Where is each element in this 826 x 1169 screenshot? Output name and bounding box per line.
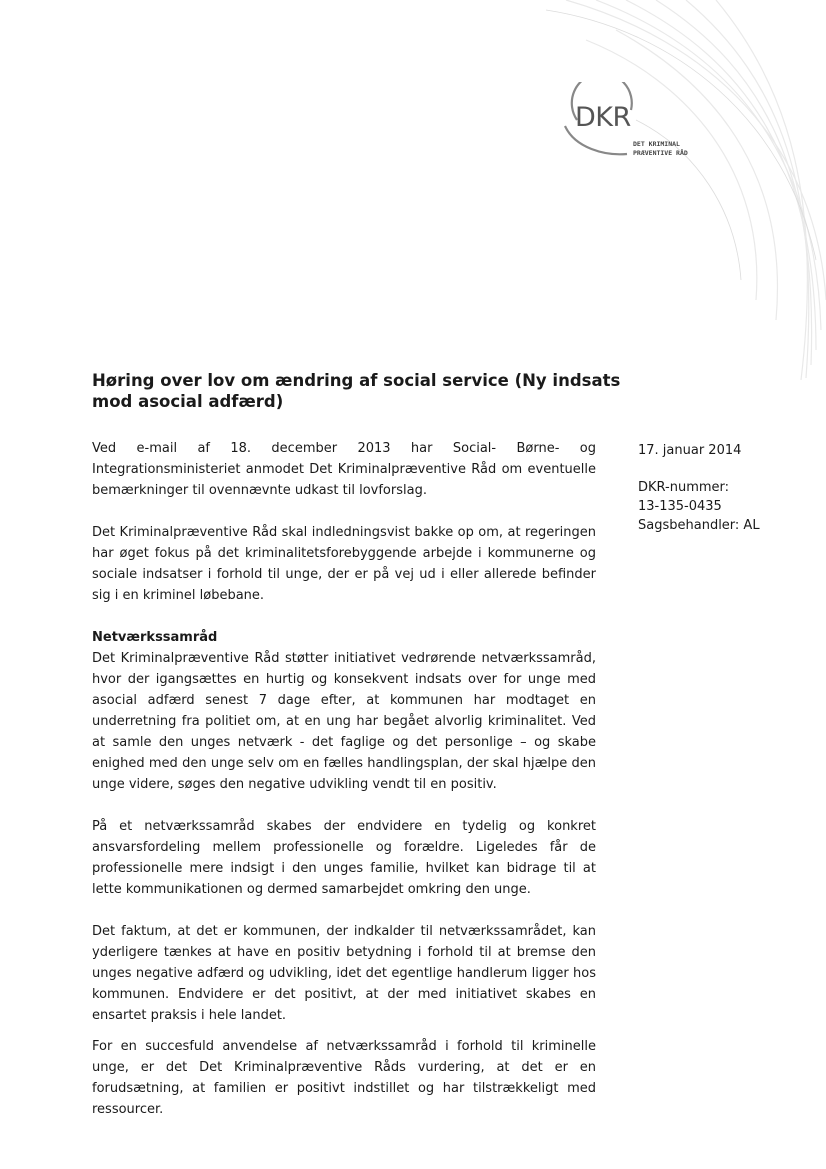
paragraph-3: Det Kriminalpræventive Råd støtter initiativet vedrørende netværkssamråd, hvor der igangsættes en hurtig og konsekvent indsats over for unge med asocial adfærd senest 7 dage efter, at kommunen har modtaget en underretning fra politiet om, at en ung har begået alvorlig kriminalitet. Ved at samle den unges netværk - det faglige og det personlige – og skabe enighed med den unge selv om en fælles handlingsplan, der skal hjælpe den unge videre, søges den negative udvikling vendt til en positiv. [92, 651, 596, 792]
logo-subtitle-line-2: PRÆVENTIVE RÅD [633, 148, 688, 157]
section-heading: Netværkssamråd [92, 630, 218, 645]
document-body [92, 438, 596, 1141]
dkr-number-label: DKR-nummer: [638, 480, 730, 495]
logo-subtitle-line-1: DET KRIMINAL [633, 140, 680, 148]
document-title: Høring over lov om ændring af social service (Ny indsats mod asocial adfærd) [92, 371, 621, 411]
dkr-number: 13-135-0435 [638, 499, 722, 514]
decorative-swirl [526, 0, 826, 380]
paragraph-4: På et netværkssamråd skabes der endvidere en tydelig og konkret ansvarsfordeling mellem professionelle og forældre. Ligeledes får de professionelle mere indsigt i den unges familie, hvilket kan bidrage til at lette kommunikationen og dermed samarbejdet omkring den unge. [92, 819, 596, 897]
paragraph-5: Det faktum, at det er kommunen, der indkalder til netværkssamrådet, kan yderligere tænkes at have en positiv betydning i forhold til at bremse den unges negative adfærd og udvikling, idet det egentlige handlerum ligger hos kommunen. Endvidere er det positivt, at der med initiativet skabes en ensartet praksis i hele landet. [92, 924, 596, 1023]
logo-subtitle [633, 140, 688, 157]
logo-wordmark: DKR [575, 102, 631, 133]
dkr-logo [555, 82, 688, 172]
paragraph-6: For en succesfuld anvendelse af netværkssamråd i forhold til kriminelle unge, er det Det Kriminalpræventive Råds vurdering, at det er en forudsætning, at familien er positivt indstillet og har tilstrækkeligt med ressourcer. [92, 1039, 596, 1117]
paragraph-1: Ved e-mail af 18. december 2013 har Social- Børne- og Integrationsministeriet anmodet Det Kriminalpræventive Råd om eventuelle bemærkninger til ovennævnte udkast til lovforslag. [92, 441, 596, 498]
case-handler: Sagsbehandler: AL [638, 518, 760, 533]
paragraph-2: Det Kriminalpræventive Råd skal indledningsvist bakke op om, at regeringen har øget fokus på det kriminalitetsforebyggende arbejde i kommunerne og sociale indsatser i forhold til unge, der er på vej ud i eller allerede befinder sig i en kriminel løbebane. [92, 525, 596, 603]
document-date: 17. januar 2014 [638, 443, 742, 458]
document-meta [638, 441, 818, 535]
